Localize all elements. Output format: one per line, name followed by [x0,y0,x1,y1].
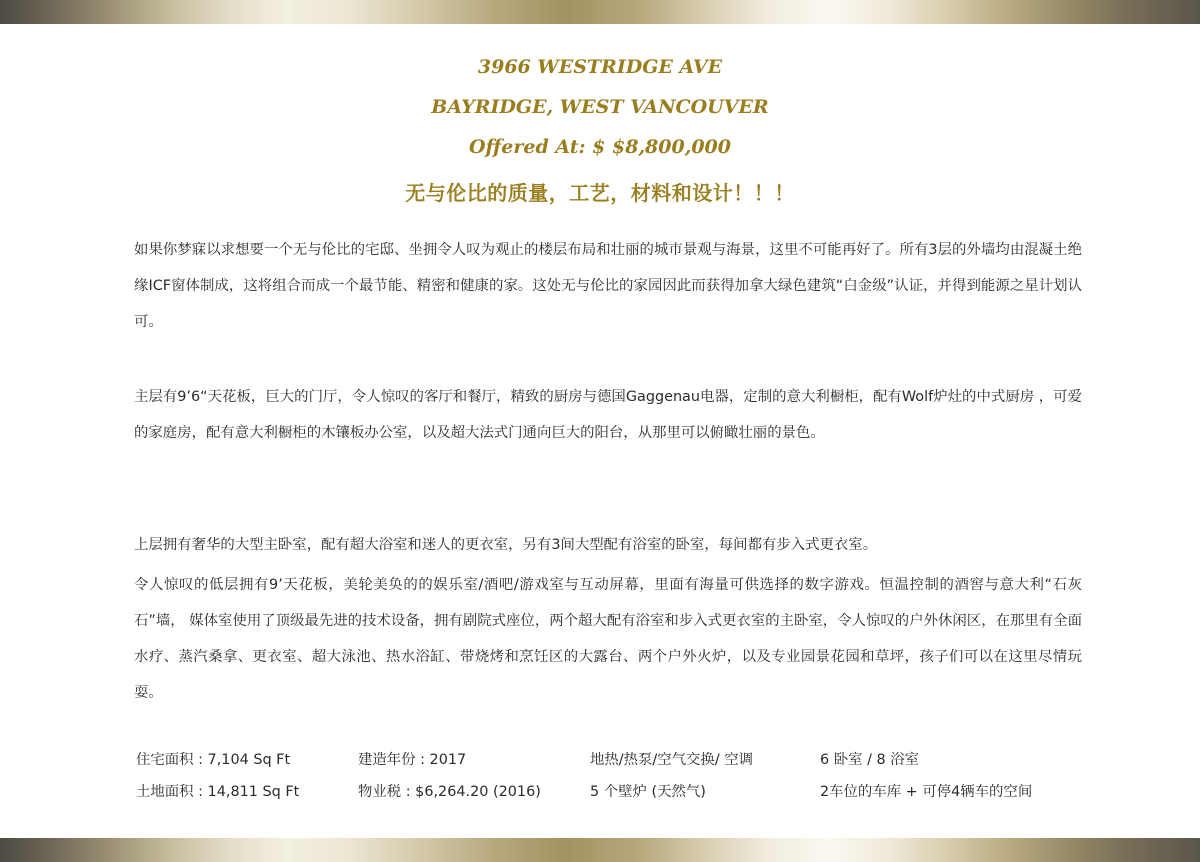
spec-fireplaces: 5 个壁炉 (天然气) [590,784,706,800]
spec-heating: 地热/热泵/空气交换/ 空调 [590,752,754,768]
listing-header [0,47,1200,167]
spec-year-built: 建造年份 : 2017 [358,752,467,768]
tagline: 无与伦比的质量，工艺，材料和设计！！！ [405,181,795,205]
spec-bed-bath: 6 卧室 / 8 浴室 [820,752,920,768]
spec-garage: 2车位的车库 + 可停4辆车的空间 [820,784,1033,800]
address-line-2: BAYRIDGE, WEST VANCOUVER [431,96,769,118]
top-gold-border [0,0,1200,24]
address-line-1: 3966 WESTRIDGE AVE [477,56,723,78]
intro-paragraph: 如果你梦寐以求想要一个无与伦比的宅邸、坐拥令人叹为观止的楼层布局和壮丽的城市景观与海景，这里不可能再好了。所有3层的外墙均由混凝土绝缘ICF窗体制成，这将组合而成一个最节能、精密和健康的家。这处无与伦比的家园因此而获得加拿大绿色建筑“白金级”认证，并得到能源之星计划认可。 [134,242,1082,330]
upper-floor-paragraph: 上层拥有奢华的大型主卧室，配有超大浴室和迷人的更衣室，另有3间大型配有浴室的卧室，每间都有步入式更衣室。 [134,537,878,553]
spec-lot-area: 土地面积 : 14,811 Sq Ft [136,784,300,800]
bottom-gold-border [0,838,1200,862]
main-floor-paragraph: 主层有9’6“天花板，巨大的门厅，令人惊叹的客厅和餐厅，精致的厨房与德国Gaggenau电器，定制的意大利橱柜，配有Wolf炉灶的中式厨房 ，可爱的家庭房，配有意大利橱柜的木镶板办公室，以及超大法式门通向巨大的阳台，从那里可以俯瞰壮丽的景色。 [134,389,1082,441]
offered-price: Offered At: $ $8,800,000 [469,136,731,158]
spec-living-area: 住宅面积 : 7,104 Sq Ft [136,752,291,768]
spec-property-tax: 物业税 : $6,264.20 (2016) [358,784,541,800]
lower-floor-paragraph: 令人惊叹的低层拥有9’天花板，美轮美奂的的娱乐室/酒吧/游戏室与互动屏幕，里面有海量可供选择的数字游戏。恒温控制的酒窖与意大利“石灰石”墙， 媒体室使用了顶级最先进的技术设备，拥有剧院式座位，两个超大配有浴室和步入式更衣室的主卧室，令人惊叹的户外休闲区，在那里有全面水疗、蒸汽桑拿、更衣室、超大泳池、热水浴缸、带烧烤和烹饪区的大露台、两个户外火炉，以及专业园景花园和草坪，孩子们可以在这里尽情玩耍。 [134,577,1082,701]
